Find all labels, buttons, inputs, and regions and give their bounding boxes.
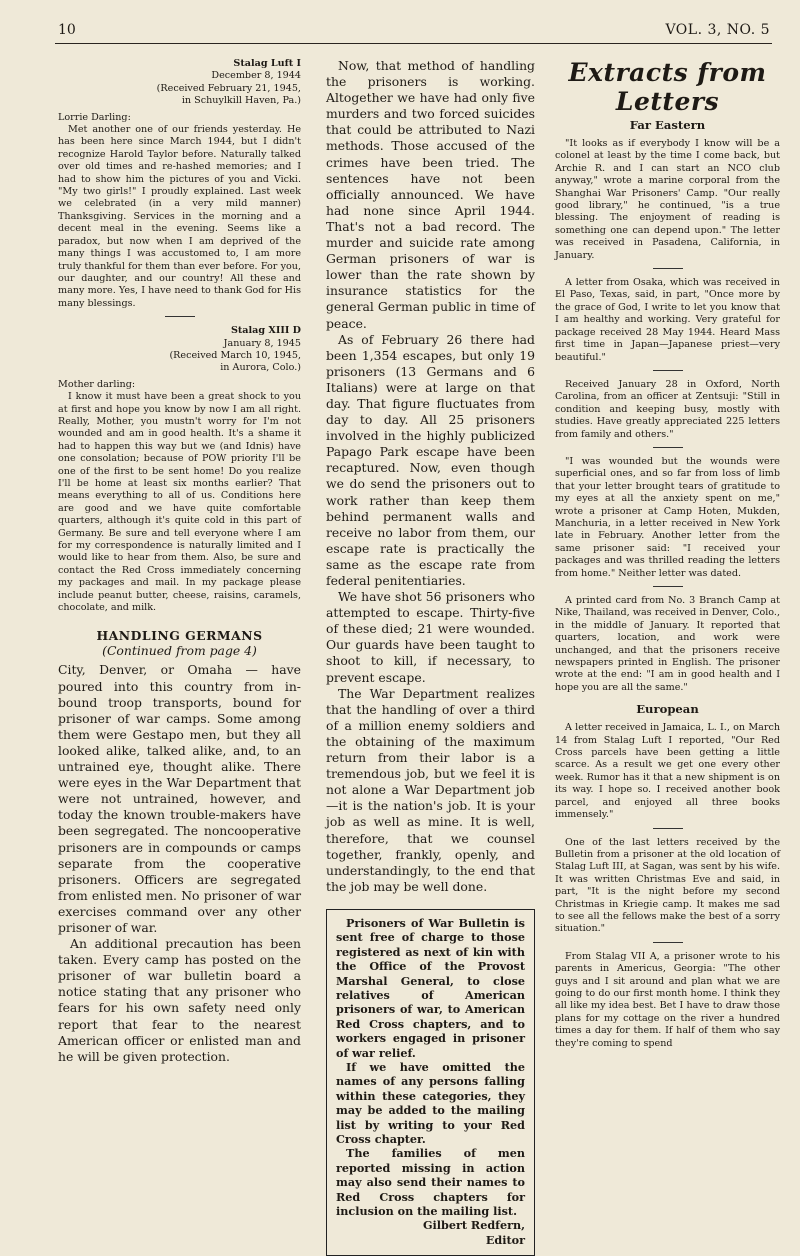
subsection-far-eastern: Far Eastern	[629, 118, 706, 132]
subsection-european: European	[636, 702, 699, 717]
letter-body: I know it must have been a great shock to you at first and hope you know by now I am all right. Really, Mother, you mustn't worry for I'm not wounded and am in good health. It's a shame it had to happen this way but we (and Idnis) have one consolation; because of POW priority I'll be one of the first to be sent home! Do you realize I'll be home at least six months earlier? That means everything to all of us. Conditions here are good and we have quite comfortable quarters, although it's quite cold in this part of Germany. Be sure and tell everyone where I am for my correspondence is naturally limited and I would like to hear from them. Also, be sure and contact the Red Cross immediately concerning my packages and mail. In my package please include peanut butter, cheese, raisins, caramels, chocolate, and milk.	[58, 391, 301, 614]
letter-salutation: Mother darling:	[58, 378, 136, 390]
extract-item: A letter from Osaka, which was received in El Paso, Texas, said, in part, "Once more by the grace of God, I write to let you know that I am healthy and working. Very grateful for package received 28 May 1944. Heard Mass first time in Japan—Japanese priest—very beautiful."	[555, 277, 780, 363]
letter-camp: Stalag Luft I	[233, 58, 301, 69]
divider	[653, 586, 683, 587]
handling-germans-article	[58, 662, 301, 1064]
article-paragraph: The War Department realizes that the handling of over a third of a million enemy soldiers and the obtaining of the maximum return from their labor is a tremendous job, but we feel it is not alone a War Department job—it is the nation's job. It is your job as well as mine. It is well, therefore, that we counsel together, frankly, openly, and understandingly, to the end that the job may be well done.	[326, 685, 535, 894]
letter-received-place: in Aurora, Colo.)	[220, 362, 301, 374]
extract-item: Received January 28 in Oxford, North Carolina, from an officer at Zentsuji: "Still in condition and keeping busy, mostly with studies. Have greatly appreciated 225 letters from family and others."	[555, 378, 780, 440]
letter-heading	[58, 58, 301, 108]
column-middle	[326, 58, 535, 1256]
extract-item: A letter received in Jamaica, L. I., on March 14 from Stalag Luft I reported, "Our Red Cross parcels have been getting a little scarce. As a result we get one every other week. Rumor has it that a new shipment is on its way. I hope so. I received another book parcel, and enjoyed all three books immensely."	[555, 722, 780, 821]
letter-received: (Received March 10, 1945,	[169, 349, 301, 361]
letter-date: December 8, 1944	[211, 70, 301, 82]
editor-name: Gilbert Redfern,	[422, 1218, 525, 1233]
divider	[653, 268, 683, 269]
letter-camp: Stalag XIII D	[230, 325, 301, 337]
extract-item: "I was wounded but the wounds were superficial ones, and so far from loss of limb that your letter brought tears of gratitude to my eyes at all the anxiety spent on me," wrote a prisoner at Camp Hoten, Mukden, Manchuria, in a letter received in New York late in February. Another letter from the same prisoner said: "I received your packages and was thrilled reading the letters from home." Neither letter was dated.	[555, 455, 780, 579]
divider	[653, 447, 683, 448]
divider	[653, 370, 683, 371]
divider	[165, 316, 195, 317]
column-left	[58, 58, 301, 1065]
article-paragraph: We have shot 56 prisoners who attempted to escape. Thirty-five of these died; 21 were wounded. Our guards have been taught to shoot to kill, if necessary, to prevent escape.	[326, 589, 535, 685]
page-number: 10	[58, 22, 76, 38]
letter-received: (Received February 21, 1945,	[156, 82, 301, 94]
divider	[653, 942, 683, 943]
letter-stalag-13d	[58, 325, 301, 614]
editor-title: Editor	[485, 1232, 525, 1247]
letter-stalag-luft-1	[58, 58, 301, 317]
extracts-european	[555, 722, 780, 1050]
column-right	[555, 58, 780, 1050]
extract-item: A printed card from No. 3 Branch Camp at Nike, Thailand, was received in Denver, Colo., in the middle of January. It reported that quarters, location, and work were unchanged, and that the prisoners receive newspapers printed in English. The prisoner wrote at the end: "I am in good health and I hope you are all the same."	[555, 595, 780, 693]
article-paragraph: As of February 26 there had been 1,354 escapes, but only 19 prisoners (13 Germans and 6 Italians) were at large on that day. That figure fluctuates from day to day. All 25 prisoners involved in the highly publicized Papago Park escape have been recaptured. Now, even though we do send the prisoners out to work rather than keep them behind permanent walls and receive no labor from them, our escape rate is practically the same as the escape rate from federal penitentiaries.	[326, 331, 535, 588]
article-paragraph: City, Denver, or Omaha — have poured into this country from in-bound troop transports, bound for prisoner of war camps. Some among them were Gestapo men, but they all looked alike, talked alike, and, to an untrained eye, thought alike. There were eyes in the War Department that were not untrained, however, and today the known trouble-makers have been segregated. The noncooperative prisoners are in compounds or camps separate from the cooperative prisoners. Officers are segregated from enlisted men. No prisoner of war exercises command over any other prisoner of war.	[58, 662, 301, 935]
section-subtitle: (Continued from page 4)	[102, 643, 257, 659]
article-paragraph: Now, that method of handling the prisoners is working. Altogether we have had only five murders and two forced suicides that could be attributed to Nazi methods. Those accused of the crimes have been tried. The sentences have not been officially announced. We have had none since April 1944. That's not a bad record. The murder and suicide rate among German prisoners of war is lower than the rate shown by insurance statistics for the general German public in time of peace.	[326, 58, 535, 331]
notice-paragraph: Prisoners of War Bulletin is sent free of charge to those registered as next of kin with the Office of the Provost Marshal General, to close relatives of American prisoners of war, to American Red Cross chapters, and to workers engaged in prisoner of war relief.	[336, 915, 525, 1060]
extracts-title: Extracts from Letters	[568, 58, 767, 116]
mailing-notice-box	[326, 909, 535, 1256]
extract-item: One of the last letters received by the Bulletin from a prisoner at the old location of Stalag Luft III, at Sagan, was sent by his wife. It was written Christmas Eve and said, in part, "It is the night before my second Christmas in Kriegie camp. It makes me sad to see all the fellows make the best of a sorry situation."	[555, 836, 780, 935]
header-rule	[55, 43, 772, 44]
article-continued	[326, 58, 535, 895]
divider	[653, 828, 683, 829]
extracts-far-eastern	[555, 138, 780, 694]
letter-received-place: in Schuylkill Haven, Pa.)	[181, 95, 301, 107]
letter-date: January 8, 1945	[223, 337, 301, 349]
notice-paragraph: If we have omitted the names of any persons falling within these categories, they may be added to the mailing list by writing to your Red Cross chapter.	[336, 1059, 525, 1146]
notice-paragraph: The families of men reported missing in action may also send their names to Red Cross chapters for inclusion on the mailing list.	[336, 1146, 525, 1218]
extract-item: From Stalag VII A, a prisoner wrote to his parents in Americus, Georgia: "The other guys and I sit around and plan what we are going to do our first month home. I think they all like my idea best. Bet I have to draw those plans for my cottage on the river a hundred times a day for them. If half of them who say they're coming to spend	[555, 950, 780, 1049]
section-title: HANDLING GERMANS	[96, 628, 263, 644]
volume-label: VOL. 3, NO. 5	[665, 22, 770, 38]
letter-heading	[58, 325, 301, 375]
article-paragraph: An additional precaution has been taken. Every camp has posted on the prisoner of war bulletin board a notice stating that any prisoner who fears for his own safety need only report that fear to the nearest American officer or enlisted man and he will be given protection.	[58, 936, 301, 1064]
extract-item: "It looks as if everybody I know will be a colonel at least by the time I come back, but Archie R. and I can start an NCO club anyway," wrote a marine corporal from the Shanghai War Prisoners' Camp. "Our really good library," he continued, "is a true blessing. The enjoyment of reading is something one can depend upon." The letter was received in Pasadena, California, in January.	[555, 138, 780, 261]
letter-salutation: Lorrie Darling:	[58, 111, 131, 123]
letter-body: Met another one of our friends yesterday. He has been here since March 1944, but I didn't recognize Harold Taylor before. Naturally talked over old times and re-hashed memories; and I had to show him the pictures of you and Vicki. "My two girls!" I proudly explained. Last week we celebrated (in a very mild manner) Thanksgiving. Services in the morning and a decent meal in the evening. Seems like a paradox, but now when I am deprived of the many things I was accustomed to, I am more truly thankful for them than ever before. For you, our daughter, and our country! All these and many more. Yes, I have need to thank God for His many blessings.	[58, 124, 301, 309]
